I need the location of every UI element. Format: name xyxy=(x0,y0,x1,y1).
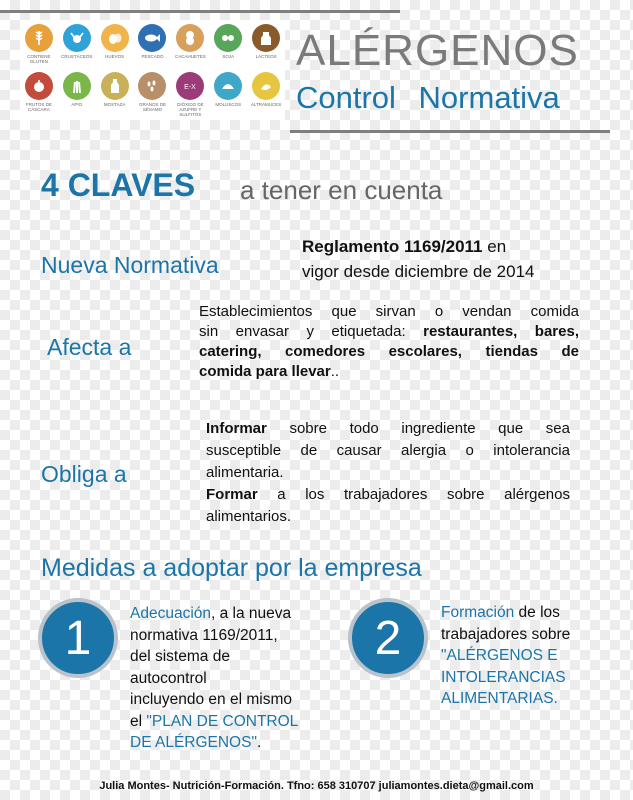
obliga-label: Obliga a xyxy=(41,461,127,487)
top-divider xyxy=(0,10,400,13)
obliga-line4 xyxy=(206,484,570,506)
afecta-label: Afecta a xyxy=(47,334,132,360)
allergen-caption: CRUSTÁCEOS xyxy=(61,54,93,59)
step1-line1-b: , a la nueva xyxy=(211,605,292,622)
obliga-line1 xyxy=(206,418,570,440)
obliga-line5: alimentarios. xyxy=(206,508,292,525)
claves-heading: 4 CLAVES xyxy=(41,167,196,203)
allergen-caption: CACAHUETES xyxy=(174,54,206,59)
mustard-icon xyxy=(101,72,129,100)
allergen-item xyxy=(96,70,134,118)
allergen-item xyxy=(134,70,172,118)
afecta-line4-a: comida para llevar xyxy=(199,363,331,380)
allergen-caption: SOJA xyxy=(222,54,235,59)
step2-line5: ALIMENTARIAS. xyxy=(441,690,558,707)
step1-line7-a: DE ALÉRGENOS" xyxy=(130,734,257,751)
step1-line2: normativa 1169/2011, xyxy=(130,626,278,644)
soy-icon xyxy=(214,24,242,52)
normativa-line2: vigor desde diciembre de 2014 xyxy=(302,262,535,281)
obliga-line2: susceptible de causar alergia o intolerancia xyxy=(206,442,570,459)
step1-line7 xyxy=(130,732,298,754)
page-title: ALÉRGENOS xyxy=(296,26,579,75)
allergen-caption: GRANOS DE SÉSAMO xyxy=(138,102,166,112)
allergen-caption: APIO xyxy=(71,102,83,107)
allergen-item xyxy=(171,22,209,70)
allergen-icon-grid xyxy=(20,20,285,120)
allergen-item xyxy=(247,22,285,70)
regulation-ref: Reglamento 1169/2011 xyxy=(302,237,483,256)
allergen-item xyxy=(20,22,58,70)
gluten-icon xyxy=(25,24,53,52)
allergen-item xyxy=(209,22,247,70)
step2-line2: trabajadores sobre xyxy=(441,625,571,643)
step1-line6-a: el xyxy=(130,712,147,730)
step-1-text xyxy=(130,603,298,754)
page-subtitle: Control Normativa xyxy=(296,80,560,115)
step2-line1-a: Formación xyxy=(441,604,515,621)
step1-line6 xyxy=(130,711,298,733)
allergen-item xyxy=(134,22,172,70)
allergen-caption: PESCADO xyxy=(141,54,164,59)
step2-line1 xyxy=(441,602,570,624)
obliga-line3: alimentaria. xyxy=(206,464,284,481)
allergen-caption: MOLUSCOS xyxy=(215,102,242,107)
allergen-caption: DIÓXIDO DE AZUFRE Y SULFITOS xyxy=(177,102,204,117)
celery-icon xyxy=(63,72,91,100)
afecta-line1: Establecimientos que sirvan o vendan comida xyxy=(199,303,579,320)
afecta-line3: catering, comedores escolares, tiendas de xyxy=(199,343,579,360)
obliga-line4-b: a los trabajadores sobre alérgenos xyxy=(257,486,570,503)
mollusc-icon xyxy=(214,72,242,100)
step-1-badge: 1 xyxy=(38,598,118,678)
step1-line6-b: "PLAN DE CONTROL xyxy=(146,712,299,730)
normativa-label: Nueva Normativa xyxy=(41,252,219,278)
sulphite-icon xyxy=(176,72,204,100)
step-2-badge: 2 xyxy=(348,598,428,678)
afecta-line4 xyxy=(199,362,579,382)
step-2-text xyxy=(441,602,570,710)
allergen-caption: MOSTAZA xyxy=(103,102,126,107)
allergen-item xyxy=(96,22,134,70)
step1-line1 xyxy=(130,603,298,625)
egg-icon xyxy=(101,24,129,52)
allergen-caption: CONTIENE GLUTEN xyxy=(27,54,51,64)
step2-line4: INTOLERANCIAS xyxy=(441,668,566,686)
sesame-icon xyxy=(138,72,166,100)
crustacean-icon xyxy=(63,24,91,52)
svg-text:E-X: E-X xyxy=(184,84,197,91)
allergen-caption: FRUTOS DE CÁSCARA xyxy=(25,102,52,112)
allergen-item xyxy=(58,22,96,70)
step2-line1-b: de los xyxy=(514,604,560,621)
obliga-text xyxy=(206,418,570,528)
allergen-item xyxy=(20,70,58,118)
allergen-caption: ALTRAMUCES xyxy=(250,102,282,107)
afecta-text xyxy=(199,302,579,382)
step2-line3: "ALÉRGENOS E xyxy=(441,647,558,664)
step1-line5: incluyendo en el mismo xyxy=(130,691,292,708)
allergen-item xyxy=(209,70,247,118)
obliga-line1-b: sobre todo ingrediente que sea xyxy=(266,420,570,437)
normativa-text xyxy=(302,234,534,284)
afecta-line2 xyxy=(199,322,579,342)
lupin-icon xyxy=(252,72,280,100)
obliga-line1-a: Informar xyxy=(206,420,267,437)
nuts-icon xyxy=(25,72,53,100)
step1-line4: autocontrol xyxy=(130,669,207,687)
allergen-item xyxy=(171,70,209,118)
milk-icon xyxy=(252,24,280,52)
allergen-item xyxy=(58,70,96,118)
step1-line3: del sistema de xyxy=(130,648,230,665)
allergen-item xyxy=(247,70,285,118)
claves-subheading: a tener en cuenta xyxy=(240,175,443,205)
fish-icon xyxy=(138,24,166,52)
afecta-line2-b: restaurantes, bares, xyxy=(423,323,579,340)
allergen-caption: LÁCTEOS xyxy=(255,54,277,59)
header-divider xyxy=(290,130,610,133)
step1-line7-b: . xyxy=(256,734,262,751)
footer-contact: Julia Montes- Nutrición-Formación. Tfno: 658 310707 juliamontes.dieta@gmail.com xyxy=(99,780,534,792)
step1-line1-a: Adecuación xyxy=(130,605,212,622)
normativa-text-part: en xyxy=(482,237,507,256)
allergen-caption: HUEVOS xyxy=(105,54,125,59)
afecta-line4-b: .. xyxy=(330,363,340,380)
obliga-line4-a: Formar xyxy=(206,486,258,503)
medidas-heading: Medidas a adoptar por la empresa xyxy=(41,554,422,582)
afecta-line2-a: sin envasar y etiquetada: xyxy=(199,323,424,340)
peanut-icon xyxy=(176,24,204,52)
